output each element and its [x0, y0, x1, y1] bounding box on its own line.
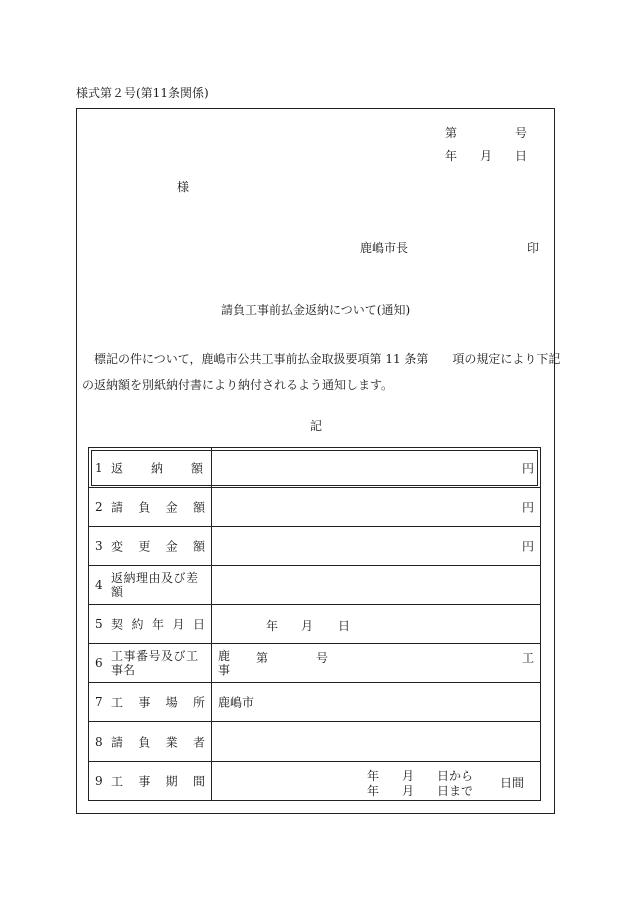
body-paragraph	[82, 346, 561, 398]
sender-title: 鹿嶋市長	[360, 241, 409, 255]
doc-number-dai: 第	[445, 126, 458, 140]
row-number: 6	[95, 656, 103, 670]
work-number-field[interactable]	[212, 644, 540, 682]
period-end-month: 月	[402, 784, 415, 798]
row-label: 工 事 場 所	[111, 695, 205, 710]
doc-number-go: 号	[515, 126, 528, 140]
work-location-field[interactable]	[212, 683, 540, 721]
changed-amount-field[interactable]	[212, 527, 540, 565]
date-year: 年	[445, 149, 458, 163]
body-line-2: の返納額を別紙納付書により納付されるよう通知します。	[82, 378, 394, 392]
period-end-suffix: 日まで	[437, 784, 474, 798]
contract-year: 年	[266, 619, 279, 633]
form-id: 様式第２号(第11条関係)	[76, 86, 209, 100]
row-label: 返 納 額	[111, 461, 203, 475]
contract-date-field[interactable]	[212, 605, 540, 643]
work-prefix: 鹿	[218, 649, 231, 663]
refund-amount-field[interactable]	[212, 448, 540, 487]
period-start-year: 年	[367, 769, 380, 783]
row-label: 変 更 金 額	[111, 539, 205, 554]
document-title: 請負工事前払金返納について(通知)	[221, 303, 411, 317]
contract-month: 月	[301, 619, 314, 633]
date-month: 月	[480, 149, 493, 163]
addressee-sama: 様	[177, 180, 190, 194]
row-label: 工 事 期 間	[111, 774, 205, 789]
yen-unit: 円	[521, 539, 534, 554]
details-table	[88, 447, 541, 801]
table-row-work-number	[89, 644, 540, 683]
work-period-field[interactable]	[212, 762, 540, 800]
table-row-changed-amount	[89, 527, 540, 566]
row-number: 2	[95, 500, 103, 514]
row-number: 7	[95, 695, 103, 709]
row-number: 9	[95, 774, 103, 788]
period-start-month: 月	[402, 769, 415, 783]
row-label: 請 負 業 者	[111, 735, 205, 749]
table-row-refund-amount	[89, 448, 540, 488]
ki-heading: 記	[310, 419, 323, 433]
row-number: 4	[95, 578, 103, 592]
seal-mark: 印	[527, 241, 540, 255]
date-day: 日	[515, 149, 528, 163]
contract-day: 日	[338, 619, 351, 633]
table-row-work-period	[89, 762, 540, 800]
period-end-year: 年	[367, 784, 380, 798]
period-days: 日間	[500, 776, 525, 790]
period-start-suffix: 日から	[437, 769, 474, 783]
work-name-start: 事	[218, 663, 231, 677]
row-number: 1	[95, 460, 103, 475]
table-row-contract-date	[89, 605, 540, 644]
table-row-work-location	[89, 683, 540, 722]
refund-reason-field[interactable]	[212, 566, 540, 604]
contractor-field[interactable]	[212, 722, 540, 761]
table-row-contract-amount	[89, 488, 540, 527]
row-number: 3	[95, 539, 103, 553]
contract-amount-field[interactable]	[212, 488, 540, 526]
row-label: 請 負 金 額	[111, 500, 205, 515]
row-label: 契 約 年 月 日	[111, 617, 205, 632]
row-number: 5	[95, 617, 103, 631]
row-label: 返納理由及び差 額	[111, 571, 199, 599]
work-dai: 第	[256, 651, 269, 665]
yen-unit: 円	[521, 461, 534, 475]
yen-unit: 円	[521, 500, 534, 515]
row-number: 8	[95, 734, 103, 749]
table-row-contractor	[89, 722, 540, 762]
location-value: 鹿嶋市	[218, 695, 255, 710]
body-line-1: 標記の件について，鹿嶋市公共工事前払金取扱要項第 11 条第 項の規定により下記	[94, 352, 561, 366]
work-go: 号	[316, 651, 329, 665]
row-label: 工事番号及び工 事名	[111, 649, 199, 677]
table-row-refund-reason	[89, 566, 540, 605]
work-ko: 工	[521, 651, 534, 665]
